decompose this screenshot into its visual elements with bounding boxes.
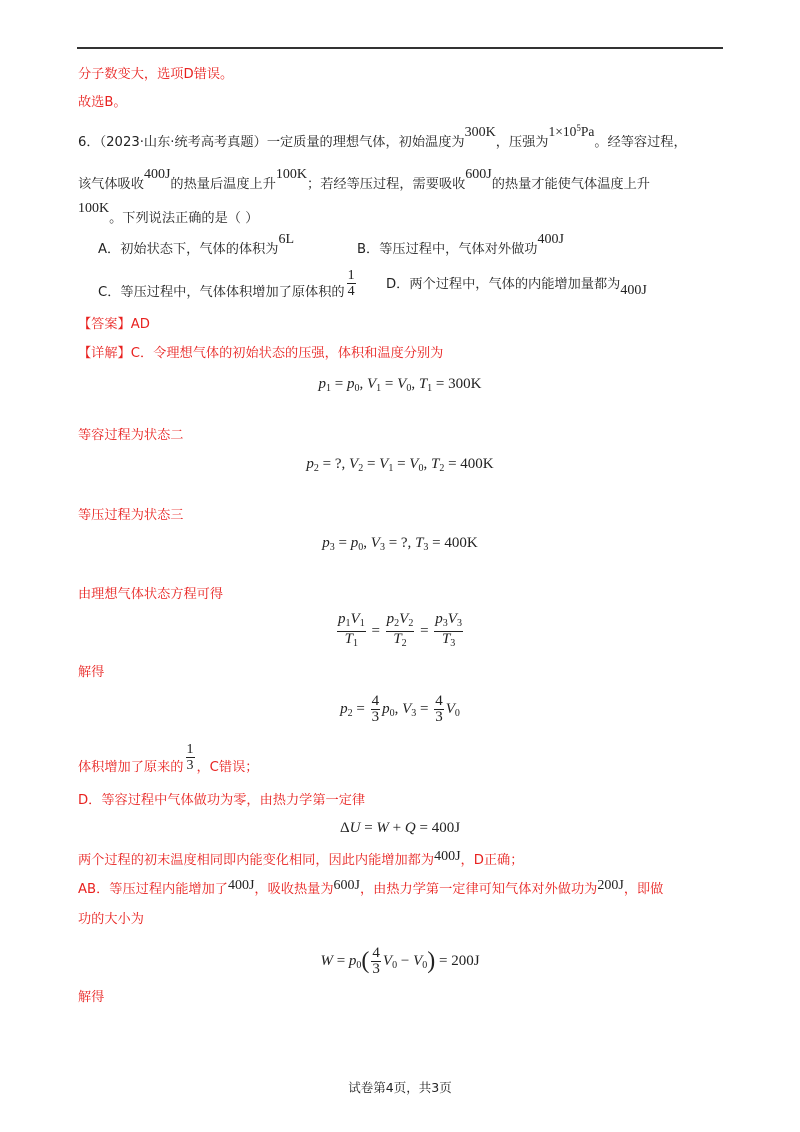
- answer-line: 【答案】AD: [78, 317, 150, 332]
- option-value: 400J: [620, 283, 647, 298]
- equation-work: $W = p_0$( $\frac{4}{3}$ $V_0 - V_0) = 200J$: [320, 945, 480, 977]
- value-T0: 300K: [464, 125, 496, 140]
- ab-text: ，吸收热量为: [254, 882, 334, 897]
- question-text: ，压强为: [495, 135, 549, 150]
- volume-fraction: [186, 742, 195, 773]
- text-line: D．等容过程中气体做功为零，由热力学第一定律: [78, 793, 366, 808]
- option-value: 400J: [537, 232, 564, 247]
- option-text: D．两个过程中，气体的内能增加量都为: [386, 277, 621, 292]
- question-line-3: [78, 201, 259, 228]
- option-C-fraction: [347, 268, 356, 299]
- value-dT2: 100K: [78, 201, 110, 216]
- ab-value: 200J: [597, 878, 624, 893]
- equation-solution-1: $p_2$ = $\frac{4}{3}$ $p_0$, $V_3$ = $\frac{4}{3}$ $V_0$: [340, 693, 460, 725]
- same-text: 两个过程的初末温度相同即内能变化相同，因此内能增加都为: [78, 853, 435, 868]
- text-line: 故选B。: [78, 95, 127, 110]
- question-text: 的热量后温度上升: [170, 177, 276, 192]
- text-line: 等压过程为状态三: [78, 508, 184, 523]
- equation-first-law: ΔU = W + Q = 400J: [339, 820, 461, 836]
- same-value: 400J: [434, 849, 461, 864]
- fraction-numerator: 1: [186, 742, 194, 757]
- p0-exponent: 5: [576, 123, 581, 133]
- option-text: A．初始状态下，气体的体积为: [98, 242, 279, 257]
- question-text: 一定质量的理想气体，初始温度为: [266, 135, 465, 150]
- ab-text: AB．等压过程内能增加了: [78, 882, 228, 897]
- text-line: 由理想气体状态方程可得: [78, 587, 224, 602]
- value-dT1: 100K: [275, 167, 308, 182]
- text-line: 功的大小为: [78, 912, 144, 927]
- option-text: B．等压过程中，气体对外做功: [357, 242, 538, 257]
- ab-value: 400J: [227, 878, 255, 893]
- option-A: [98, 232, 295, 259]
- p0-unit: Pa: [580, 124, 595, 139]
- ab-line: [78, 878, 664, 899]
- text-line: 分子数变大，选项D错误。: [78, 67, 234, 82]
- volume-text: ，C错误；: [196, 759, 259, 775]
- fraction-denominator: 4: [347, 284, 355, 299]
- same-line: [78, 849, 524, 870]
- option-C: [98, 268, 358, 308]
- question-text: 的热量才能使气体温度上升: [491, 177, 650, 192]
- text-line: 等容过程为状态二: [78, 428, 184, 443]
- question-text: ；若经等压过程，需要吸收: [307, 177, 466, 192]
- question-text: 。经等容过程，: [594, 135, 687, 150]
- ab-value: 600J: [333, 878, 360, 893]
- fraction-denominator: 3: [186, 758, 194, 773]
- same-text: ，D正确；: [460, 853, 524, 868]
- question-number: 6．: [78, 135, 100, 150]
- option-D: [386, 276, 647, 298]
- value-p0: [549, 124, 595, 139]
- value-Q1: 400J: [143, 167, 171, 182]
- ab-text: ，即做: [623, 882, 664, 897]
- detail-intro: [78, 345, 443, 363]
- header-rule: [77, 47, 723, 49]
- volume-line: [78, 742, 258, 778]
- fraction-numerator: 1: [347, 268, 355, 283]
- volume-text: 体积增加了原来的: [78, 759, 184, 775]
- question-text: 该气体吸收: [78, 177, 144, 192]
- text-line: 解得: [78, 990, 105, 1005]
- option-value: 6L: [278, 232, 295, 247]
- detail-text: C．令理想气体的初始状态的压强，体积和温度分别为: [130, 346, 444, 361]
- question-line-2: [78, 167, 650, 194]
- detail-label: 【详解】: [78, 346, 131, 361]
- text-line: 解得: [78, 665, 105, 680]
- page-footer: 试卷第4页，共3页: [348, 1080, 452, 1095]
- question-source: （2023·山东·统考高考真题）: [99, 135, 267, 150]
- p0-mantissa: 1×10: [548, 124, 577, 139]
- equation-state-1: $p_1 = p_0$, $V_1 = V_0$, $T_1 = 300K$: [318, 376, 482, 394]
- equation-state-2: $p_2$ = ?, $V_2 = V_1 = V_0$, $T_2 = 400K$: [306, 456, 494, 474]
- ab-text: ，由热力学第一定律可知气体对外做功为: [359, 882, 598, 897]
- option-text: C．等压过程中，气体体积增加了原体积的: [98, 284, 345, 300]
- equation-ideal-gas: $\frac{p_1V_1}{T_1}$ = $\frac{p_2V_2}{T_2}$ = $\frac{p_3V_3}{T_3}$: [338, 611, 462, 649]
- equation-state-3: $p_3 = p_0$, $V_3$ = ?, $T_3 = 400K$: [322, 535, 478, 553]
- option-B: [357, 232, 564, 259]
- question-text: 。下列说法正确的是（ ）: [109, 211, 259, 226]
- value-Q2: 600J: [465, 167, 492, 182]
